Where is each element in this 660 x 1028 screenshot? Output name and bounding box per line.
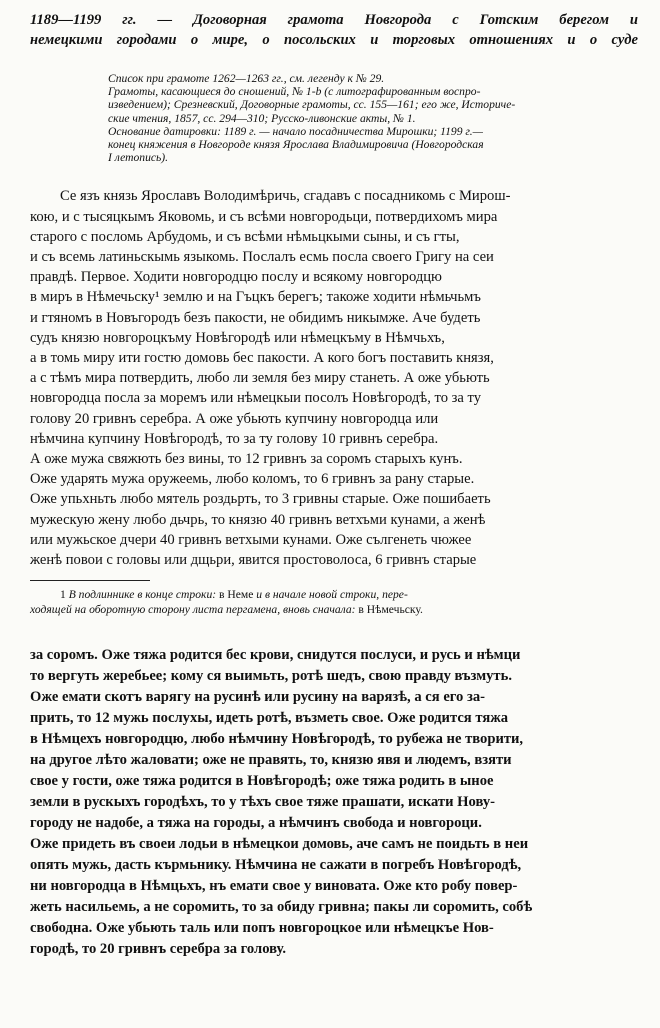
- text-line: в миръ в Нѣмечьску¹ землю и на Гъцкъ берегъ; такоже ходити нѣмьчьмъ: [30, 289, 481, 306]
- source-note-line: изведением); Срезневский, Договорные грамоты, сс. 155—161; его же, Историче-: [108, 98, 516, 112]
- dating-note-paragraph: [108, 125, 638, 165]
- dating-note-line: конец княжения в Новгороде князя Ярослава Владимировича (Новгородская: [108, 138, 484, 152]
- text-line: судъ князю новгороцкъму Новѣгородѣ или нѣмецкъму в Нѣмчьхъ,: [30, 329, 445, 346]
- text-line: Оже придеть въ своеи лодьи в нѣмецкои домовь, аче самъ не поидьть в неи: [30, 836, 529, 853]
- text-line: голову 20 гривнъ серебра. А оже убьють купчину новгородца или: [30, 410, 439, 427]
- charter-text: [30, 186, 638, 570]
- dating-note-line: I летопись).: [108, 151, 169, 165]
- source-note-line: Грамоты, касающиеся до сношений, № 1-b (с литографированным воспро-: [108, 85, 481, 99]
- text-line: ни новгородца в Нѣмцьхъ, нъ емати свое у виновата. Оже кто робу повер-: [30, 878, 518, 895]
- footnote-italic-text: ходящей на оборотную сторону листа пергамена, вновь сначала:: [30, 603, 356, 617]
- text-line: свое у гости, оже тяжа родится в Новѣгородѣ; оже тяжа родить в ыное: [30, 773, 494, 790]
- text-line: Оже упьхньть любо мятель роздьрть, то 3 гривны старые. Оже пошибаеть: [30, 491, 491, 508]
- footnote-quote: в Нѣмечьску.: [355, 603, 423, 617]
- text-line: новгородца посла за моремъ или нѣмецкыи посолъ Новѣгородѣ, то за ту: [30, 390, 482, 407]
- text-line: жеть насильемь, а не соромить, то за обиду гривна; пакы ли соромить, собѣ: [30, 899, 533, 916]
- footnote-italic-text: В подлиннике в конце строки:: [68, 588, 217, 602]
- text-line: правдѣ. Первое. Ходити новгородцю послу и всякому новгородцю: [30, 269, 442, 286]
- text-line: в Нѣмцехъ новгородцю, любо нѣмчину Новѣгородѣ, то рубежа не творити,: [30, 731, 524, 748]
- text-line: городѣ, то 20 гривнъ серебра за голову.: [30, 941, 287, 958]
- text-line: а в томь миру ити гостю домовь бес пакости. А кого богъ поставить князя,: [30, 350, 494, 367]
- footnote-marker: 1: [60, 588, 66, 602]
- text-line: и гтяномъ в Новъгородъ безъ пакости, не обидимъ никымже. Аче будеть: [30, 309, 481, 326]
- text-line: свободна. Оже убьють таль или попъ новгороцкое или нѣмецкъе Нов-: [30, 920, 494, 937]
- footnote: [30, 587, 638, 617]
- text-line: Оже емати скотъ варягу на русинѣ или русину на варязѣ, а ся его за-: [30, 689, 486, 706]
- text-line: то вергуть жеребьее; кому ся выимьть, ротѣ шедъ, свою правду възмуть.: [30, 668, 512, 685]
- title-line: 1189—1199 гг. — Договорная грамота Новгорода с Готским берегом и: [30, 12, 638, 28]
- text-line: прить, то 12 мужь послухы, идеть ротѣ, възметь свое. Оже родится тяжа: [30, 710, 509, 727]
- text-line: земли в рускыхъ городѣхъ, то у тѣхъ свое тяже прашати, искати Нову-: [30, 794, 495, 811]
- source-note: [108, 72, 638, 164]
- text-line: женѣ повои с головы или дщьри, явится простоволоса, 6 гривнъ старые: [30, 552, 477, 569]
- footnote-line: [30, 602, 638, 617]
- text-line: Се язъ князь Ярославъ Володимѣричь, сгадавъ с посадникомь с Мирош-: [60, 188, 511, 205]
- source-note-paragraph: [108, 72, 638, 125]
- text-line: нѣмчина купчину Новѣгородѣ, то за ту голову 10 гривнъ серебра.: [30, 430, 439, 447]
- text-line: а с тѣмъ мира потвердить, любо ли земля без миру станеть. А оже убьють: [30, 370, 490, 387]
- charter-text-continued: [30, 645, 638, 960]
- text-line: за соромъ. Оже тяжа родится бес крови, снидутся послуси, и русь и нѣмци: [30, 647, 521, 664]
- text-line: кою, и с тысяцкымъ Яковомь, и съ всѣми новгородьци, потвердихомъ мира: [30, 208, 498, 225]
- footnote-italic-text: и в начале новой строки, пере-: [256, 588, 408, 602]
- text-line: А оже мужа свяжють без вины, то 12 гривнъ за соромъ старыхъ кунъ.: [30, 451, 463, 468]
- source-note-line: Список при грамоте 1262—1263 гг., см. легенду к № 29.: [108, 72, 385, 85]
- text-line: или мужьское дчери 40 гривнъ ветхыми кунами. Оже сългенеть чюжее: [30, 531, 472, 548]
- dating-note-line: Основание датировки: 1189 г. — начало посадничества Мирошки; 1199 г.—: [108, 124, 483, 138]
- text-line: городу не надобе, а тяжа на городы, а нѣмчинъ свобода и новгороци.: [30, 815, 482, 832]
- footnote-line: [30, 587, 638, 602]
- footnote-divider: [30, 580, 150, 581]
- text-line: Оже ударять мужа оружеемь, любо коломъ, то 6 гривнъ за рану старые.: [30, 471, 475, 488]
- text-line: старого с посломь Арбудомь, и съ всѣми нѣмьцкыми сыны, и съ гты,: [30, 228, 460, 245]
- document-title: [30, 10, 638, 50]
- text-line: опять мужь, дасть кърмьнику. Нѣмчина не сажати в погребъ Новѣгородѣ,: [30, 857, 522, 874]
- text-line: на другое лѣто жаловати; оже не правять, то, князю явя и людемъ, взяти: [30, 752, 512, 769]
- title-line: немецкими городами о мире, о посольских и торговых отношениях и о суде: [30, 32, 638, 48]
- text-line: мужескую жену любо дьчрь, то князю 40 гривнъ ветхъми кунами, а женѣ: [30, 511, 486, 528]
- footnote-quote: в Неме: [216, 588, 257, 602]
- source-note-line: ские чтения, 1857, сс. 294—310; Русско-ливонские акты, № 1.: [108, 111, 416, 125]
- text-line: и съ всемь латиньскымь языкомь. Послалъ есмь посла своего Григу на сеи: [30, 249, 494, 266]
